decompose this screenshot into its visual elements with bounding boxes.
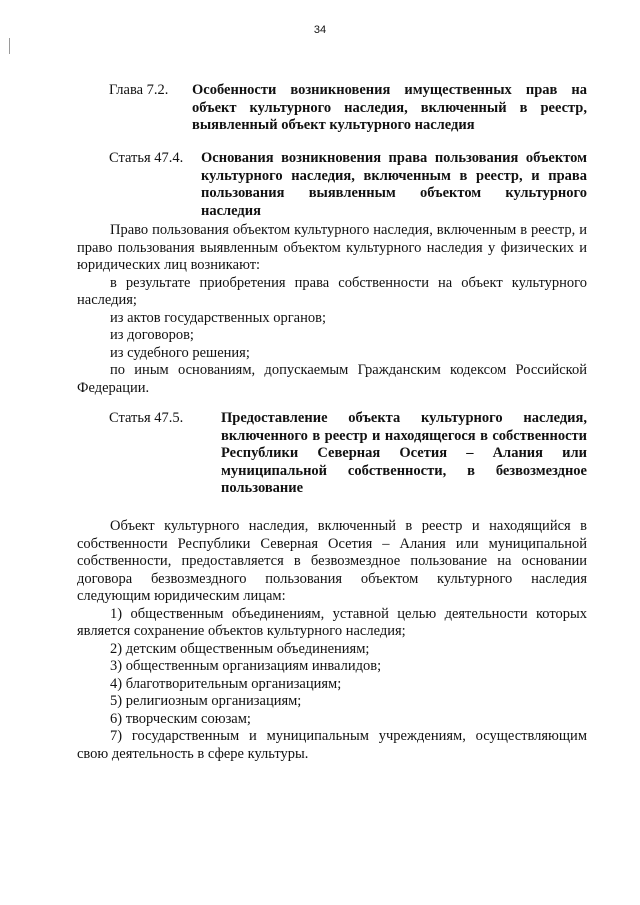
list-item: 2) детским общественным объединениям; [110, 640, 370, 657]
list-item: из судебного решения; [110, 344, 250, 361]
list-item: по иным основаниям, допускаемым Гражданским кодексом Российской Федерации. [77, 362, 587, 396]
article-47-5-label: Статья 47.5. [109, 410, 184, 426]
list-item: 5) религиозным организациям; [110, 693, 302, 709]
article-47-5-title: Предоставление объекта культурного наследия, включенного в реестр и находящегося в собственности Республики Северная Осетия – Алания или муниципальной собственности, в безвозмездное пользование [221, 410, 587, 496]
margin-mark [9, 38, 10, 54]
article-47-4-label: Статья 47.4. [109, 150, 184, 166]
list-item: из договоров; [110, 327, 194, 343]
chapter-label: Глава 7.2. [109, 82, 169, 98]
article-47-4-body [77, 222, 587, 397]
page-number: 34 [313, 24, 327, 36]
article-47-5-heading [109, 410, 587, 498]
list-item: 7) государственным и муниципальным учреждениям, осуществляющим свою деятельность в сфере культуры. [77, 728, 587, 762]
article-47-4-intro: Право пользования объектом культурного наследия, включенным в реестр, и право пользования выявленным объектом культурного наследия у физических и юридических лиц возникают: [77, 222, 587, 273]
list-item: из актов государственных органов; [110, 309, 326, 326]
list-item: 4) благотворительным организациям; [110, 675, 342, 692]
list-item: в результате приобретения права собственности на объект культурного наследия; [77, 274, 587, 308]
article-47-4-title: Основания возникновения права пользования объектом культурного наследия, включенным в реестр, и права пользования выявленным объектом культурного наследия [201, 150, 587, 219]
article-47-5-intro: Объект культурного наследия, включенный в реестр и находящийся в собственности Республики Северная Осетия – Алания или муниципальной собственности, предоставляется в безвозмездное пользование на основании договора безвозмездного пользования объектом культурного наследия следующим юридическим лицам: [77, 518, 587, 604]
list-item: 1) общественным объединениям, уставной целью деятельности которых является сохранение объектов культурного наследия; [77, 605, 587, 639]
list-item: 6) творческим союзам; [110, 710, 251, 727]
chapter-heading [109, 82, 587, 135]
chapter-title: Особенности возникновения имущественных прав на объект культурного наследия, включенный в реестр, выявленный объект культурного наследия [192, 82, 587, 133]
list-item: 3) общественным организациям инвалидов; [110, 658, 382, 674]
article-47-4-heading [109, 150, 587, 220]
article-47-5-body [77, 518, 587, 763]
